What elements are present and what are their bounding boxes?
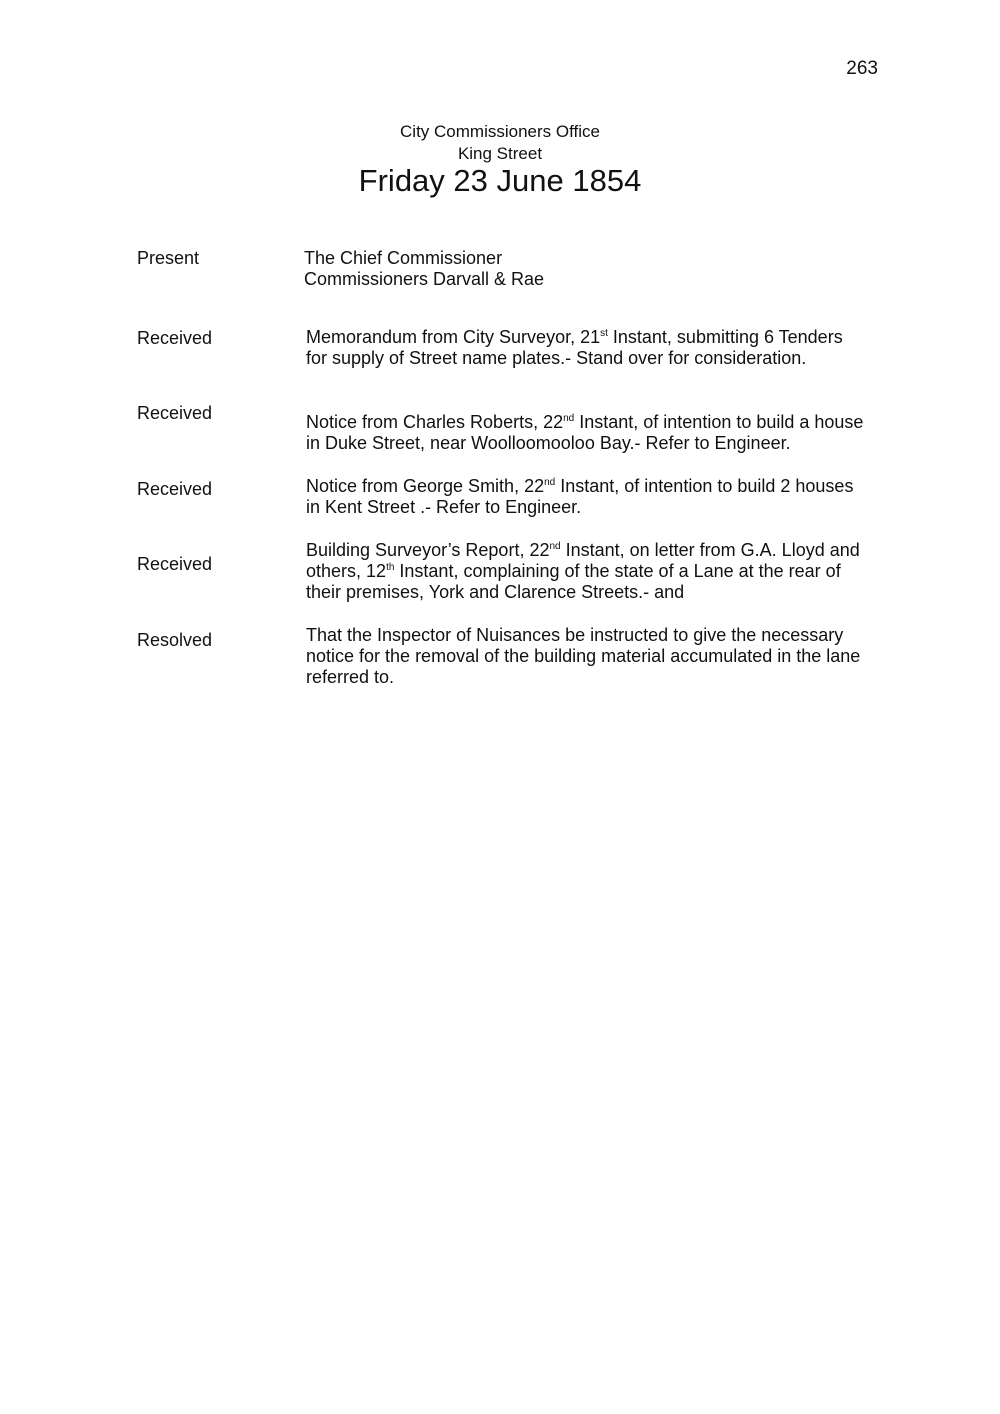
entry-text	[306, 625, 896, 688]
entry-line: Notice from George Smith, 22nd Instant, of intention to build 2 houses	[306, 476, 854, 496]
entry-text	[306, 476, 896, 518]
entry-line: referred to.	[306, 667, 395, 687]
present-line: The Chief Commissioner	[304, 248, 503, 268]
entry-line: others, 12th Instant, complaining of the state of a Lane at the rear of	[306, 561, 841, 581]
entry-line: That the Inspector of Nuisances be instructed to give the necessary	[306, 625, 844, 645]
meeting-date: Friday 23 June 1854	[358, 163, 642, 198]
entry-text	[306, 327, 896, 369]
entry-label: Resolved	[137, 630, 213, 650]
office-name: City Commissioners Office	[400, 122, 600, 141]
entry-text	[306, 412, 896, 454]
entry-text	[306, 540, 896, 603]
page-number: 263	[846, 58, 878, 79]
present-list	[304, 248, 894, 290]
entry-line: Notice from Charles Roberts, 22nd Instant, of intention to build a house	[306, 412, 864, 432]
present-line: Commissioners Darvall & Rae	[304, 269, 545, 289]
entry-label: Received	[137, 328, 213, 348]
entry-line: in Duke Street, near Woolloomooloo Bay.- Refer to Engineer.	[306, 433, 791, 453]
entry-label: Received	[137, 403, 213, 423]
entry-line: Memorandum from City Surveyor, 21st Instant, submitting 6 Tenders	[306, 327, 843, 347]
entry-line: notice for the removal of the building material accumulated in the lane	[306, 646, 861, 666]
entry-label: Received	[137, 554, 213, 574]
entry-label: Received	[137, 479, 213, 499]
entry-line: their premises, York and Clarence Streets.- and	[306, 582, 685, 602]
entry-line: for supply of Street name plates.- Stand over for consideration.	[306, 348, 807, 368]
present-label: Present	[137, 248, 200, 268]
entry-line: in Kent Street .- Refer to Engineer.	[306, 497, 582, 517]
office-street: King Street	[457, 144, 543, 163]
entry-line: Building Surveyor’s Report, 22nd Instant, on letter from G.A. Lloyd and	[306, 540, 860, 560]
